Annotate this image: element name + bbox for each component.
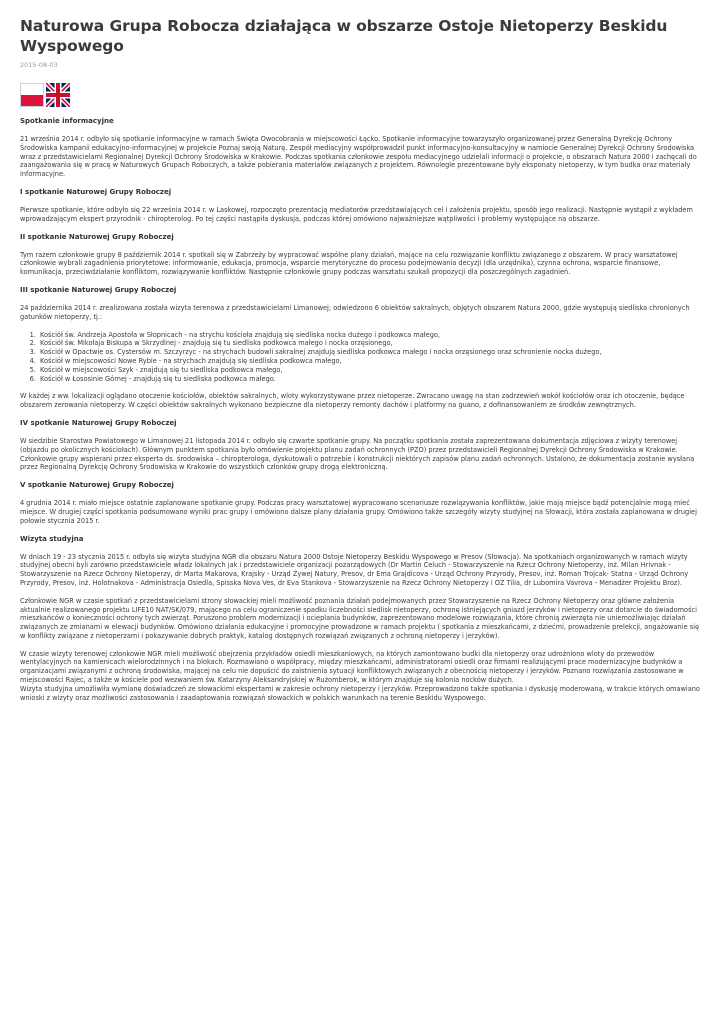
paragraph-line: Wizyta studyjna umożliwiła wymianę doświadczeń ze słowackimi ekspertami w zakresie ochrony nietoperzy i jerzyków. Przeprowadzono także spotkania i dyskusję moderowaną, w trakcie których omawiano wnioski z wizyty oraz możliwości zastosowania i zaadaptowania rozwiązań słowackich w polskich warunkach na terenie Beskidu Wyspowego. (20, 684, 700, 702)
paragraph-line: W siedzibie Starostwa Powiatowego w Limanowej 21 listopada 2014 r. odbyło się czwarte spotkanie grupy. Na początku spotkania została zaprezentowana dokumentacja zdjęciowa z wizyty terenowej (objazdu po okolicznych kościołach). Głównym punktem spotkania było omówienie projektu planu zadań ochronnych (PZO) przez przedstawicieli Regionalnej Dyrekcji Ochrony Środowiska w Krakowie. (20, 436, 678, 454)
list-item: 2. Kościół św. Mikołaja Biskupa w Skrzydlnej - znajdują się tu siedliska podkowca małego i nocka orzęsionego, (38, 339, 705, 348)
paragraph: Członkowie NGR w czasie spotkań z przedstawicielami strony słowackiej mieli możliwość poznania działań podejmowanych przez Stowarzyszenie na Rzecz Ochrony Nietoperzy oraz główne założenia aktualnie realizowanego projektu LIFE10 NAT/SK/079, mającego na celu ograniczenie spadku liczebności siedlisk nietoperzy, ochronę istniejących gniazd jerzyków i nietoperzy oraz dotarcie do świadomości mieszkańców o konieczności ochrony tych zwierząt. Poruszono problem modernizacji i ocieplania budynków, zaprezentowano modelowe rozwiązania, które chronią zwierzęta nie uniemożliwiając działań związanych ze zmianami w elewacji budynków. Omówiono działania edukacyjne i promocyjne prowadzone w ramach projektu ( spotkania z mieszkańcami, z dziećmi, prowadzenie prelekcji, angażowanie się w konflikty związane z nietoperzami i pokazywanie dobrych praktyk, katalog dostępnych rozwiązań związanych z ochroną nietoperzy i jerzyków). (20, 596, 700, 640)
section-heading: III spotkanie Naturowej Grupy Roboczej (20, 285, 177, 294)
section-heading: Wizyta studyjna (20, 534, 84, 543)
paragraph: 24 października 2014 r. zrealizowana została wizyta terenowa z przedstawicielami Limanowej; odwiedzono 6 obiektów sakralnych, objętych obszarem Natura 2000, gdzie występują siedliska chronionych gatunków nietoperzy, tj.: (20, 303, 690, 321)
list-item: 4. Kościół w miejscowości Nowe Rybie - na strychach znajdują się siedliska podkowca małego, (38, 357, 705, 366)
paragraph-line: W czasie wizyty terenowej członkowie NGR mieli możliwość obejrzenia przykładów osiedli mieszkaniowych, na których zamontowano budki dla nietoperzy oraz udrożniono wloty do przewodów wentylacyjnych na kamienicach wielorodzinnych i na blokach. Rozmawiano o współpracy, między mieszkańcami, administratorami osiedli oraz firmami realizującymi prace modernizacyjne budynków a organizacjami związanymi z ochroną środowiska, mającej na celu nie dopuścić do zaistnienia sytuacji konfliktowych związanych z obecnością nietoperzy i jerzyków. Poznano rozwiązania zastosowane w miejscowości Rajec, a także w kościele pod wezwaniem św. Katarzyny Aleksandryjskiej w Rużomberok, w którym znajduje się kolonia nocków dużych. (20, 649, 684, 685)
paragraph: Pierwsze spotkanie, które odbyło się 22 września 2014 r. w Laskowej, rozpoczęto prezentacją mediatorów przedstawiających cel i założenia projektu, sposób jego realizacji. Następnie wystąpił z wykładem wprowadzającym ekspert przyrodnik - chiropterolog. Po tej części nastąpiła dyskusja, podczas której omówiono najważniejsze wątpliwości i problemy występujące na obszarze. (20, 205, 693, 223)
article-body (20, 117, 705, 702)
paragraph: W każdej z ww. lokalizacji oglądano otoczenie kościołów, obiektów sakralnych, wloty wykorzystywane przez nietoperze. Zwracano uwagę na stan zadrzewień wokół kościołów oraz ich otoczenie, będące obszarem żerowania nietoperzy. W części obiektów sakralnych wykonano bezpieczne dla nietoperzy remonty dachów i platformy na guano, z dofinansowaniem ze środków zewnętrznych. (20, 392, 685, 410)
paragraph-line: Członkowie grupy wspierani przez eksperta ds. środowiska – chiropterologa, dyskutowali o potrzebie i konstrukcji niektórych zapisów planu zadań ochronnych. Ustalono, że dokumentacja zostanie wysłana przez Regionalną Dyrekcję Ochrony Środowiska w Krakowie do wszystkich członków grupy drogą elektroniczną. (20, 454, 695, 472)
flag-pl-icon[interactable] (20, 83, 44, 107)
section-heading: Spotkanie informacyjne (20, 117, 114, 125)
paragraph (20, 437, 705, 472)
paragraph: W dniach 19 - 23 stycznia 2015 r. odbyła się wizyta studyjna NGR dla obszaru Natura 2000 Ostoje Nietoperzy Beskidu Wyspowego w Presov (Słowacja). Na spotkaniach organizowanych w ramach wizyty studyjnej obecni byli zarówno przedstawiciele władz lokalnych jak i przedstawiciele organizacji pozarządowych (Dr Martin Celuch - Stowarzyszenie na Rzecz Ochrony Nietoperzy, inż. Milan Hrivnak - Stowarzyszenie na Rzecz Ochrony Nietoperzy, dr Marta Makarova, Krajsky - Urząd Żywej Natury, Presov, dr Ema Grajdicova - Urząd Ochrony Przyrody, Presov, inż. Roman Trojcak- Statna - Urząd Ochrony Przyrody, Presov, inż. Holotnakova - Administracja Osiedla, Spisska Nova Ves, dr Eva Stankova - Stowarzyszenie na Rzecz Ochrony Nietoperzy i OZ Tilia, dr Lubomira Vavrova - Menadżer Projektu Broz). (20, 552, 689, 587)
section-heading: V spotkanie Naturowej Grupy Roboczej (20, 481, 174, 490)
list-item: 5. Kościół w miejscowości Szyk - znajdują się tu siedliska podkowca małego, (38, 366, 705, 375)
publish-date: 2015-08-03 (20, 61, 58, 69)
list-item: 6. Kościół w Łososinie Górnej - znajdują się tu siedliska podkowca małego. (38, 375, 705, 384)
flag-uk-icon[interactable] (46, 83, 70, 107)
paragraph: 4 grudnia 2014 r. miało miejsce ostatnie zaplanowane spotkanie grupy. Podczas pracy warsztatowej wypracowano scenariusze rozwiązywania konfliktów, jakie mają miejsce bądź potencjalnie mogą mieć miejsce. W drugiej części spotkania podsumowano wyniki prac grupy i omówiono dalsze plany działania grupy. Omówiono także szczegóły wizyty studyjnej na Słowacji, która została zaplanowana w drugiej połowie stycznia 2015 r. (20, 499, 697, 525)
page-title: Naturowa Grupa Robocza działająca w obszarze Ostoje Nietoperzy Beskidu Wyspowego (20, 17, 668, 55)
church-list (20, 331, 705, 384)
paragraph: 21 września 2014 r. odbyło się spotkanie informacyjne w ramach Święta Owocobrania w miejscowości Łącko. Spotkanie informacyjne towarzyszyło organizowanej przez Generalną Dyrekcję Ochrony Środowiska kampanii edukacyjno-informacyjnej w projekcie Poznaj swoją Naturę. Zespół mediacyjny współprowadził punkt informacyjno-konsultacyjny w namiocie Generalnej Dyrekcji Ochrony Środowiska wraz z przedstawicielami Regionalnej Dyrekcji Ochrony Środowiska w Krakowie. Podczas spotkania członkowie zespołu mediacyjnego udzielali informacji o projekcie, o obszarach Natura 2000 i zachęcali do zaangażowania się w pracę w Naturowych Grupach Roboczych, a także pobierania materiałów związanych z projektem. Równolegle prezentowane były eksponaty nietoperzy, w tym budka oraz materiały informacyjne. (20, 135, 697, 179)
section-heading: II spotkanie Naturowej Grupy Roboczej (20, 232, 174, 241)
section-heading: I spotkanie Naturowej Grupy Roboczej (20, 187, 172, 196)
paragraph: Tym razem członkowie grupy 8 październik 2014 r. spotkali się w Zabrzeży by wypracować wspólne plany działań, mające na celu rozwiązanie konfliktu związanego z obszarem. W pracy warsztatowej członkowie wybrali zagadnienia priorytetowe: informowanie, edukacja, promocja, wsparcie merytoryczne do procesu podejmowania decyzji (dla urzędnika), czynna ochrona, wsparcie finansowe, komunikacja, przeciwdziałanie konfliktom, rozwiązywanie konfliktów. Następnie członkowie grupy podczas warsztatu szukali propozycji dla poszczególnych zagadnień. (20, 250, 678, 277)
list-item: 1. Kościół św. Andrzeja Apostoła w Słopnicach - na strychu kościoła znajdują się siedliska nocka dużego i podkowca małego, (38, 331, 705, 340)
paragraph (20, 650, 705, 703)
language-switcher (20, 83, 705, 107)
list-item: 3. Kościół w Opactwie os. Cystersów m. Szczyrzyc - na strychach budowli sakralnej znajdują siedliska podkowca małego i nocka orzęsionego oraz schronienie nocka dużego, (38, 348, 705, 357)
section-heading: IV spotkanie Naturowej Grupy Roboczej (20, 418, 177, 427)
